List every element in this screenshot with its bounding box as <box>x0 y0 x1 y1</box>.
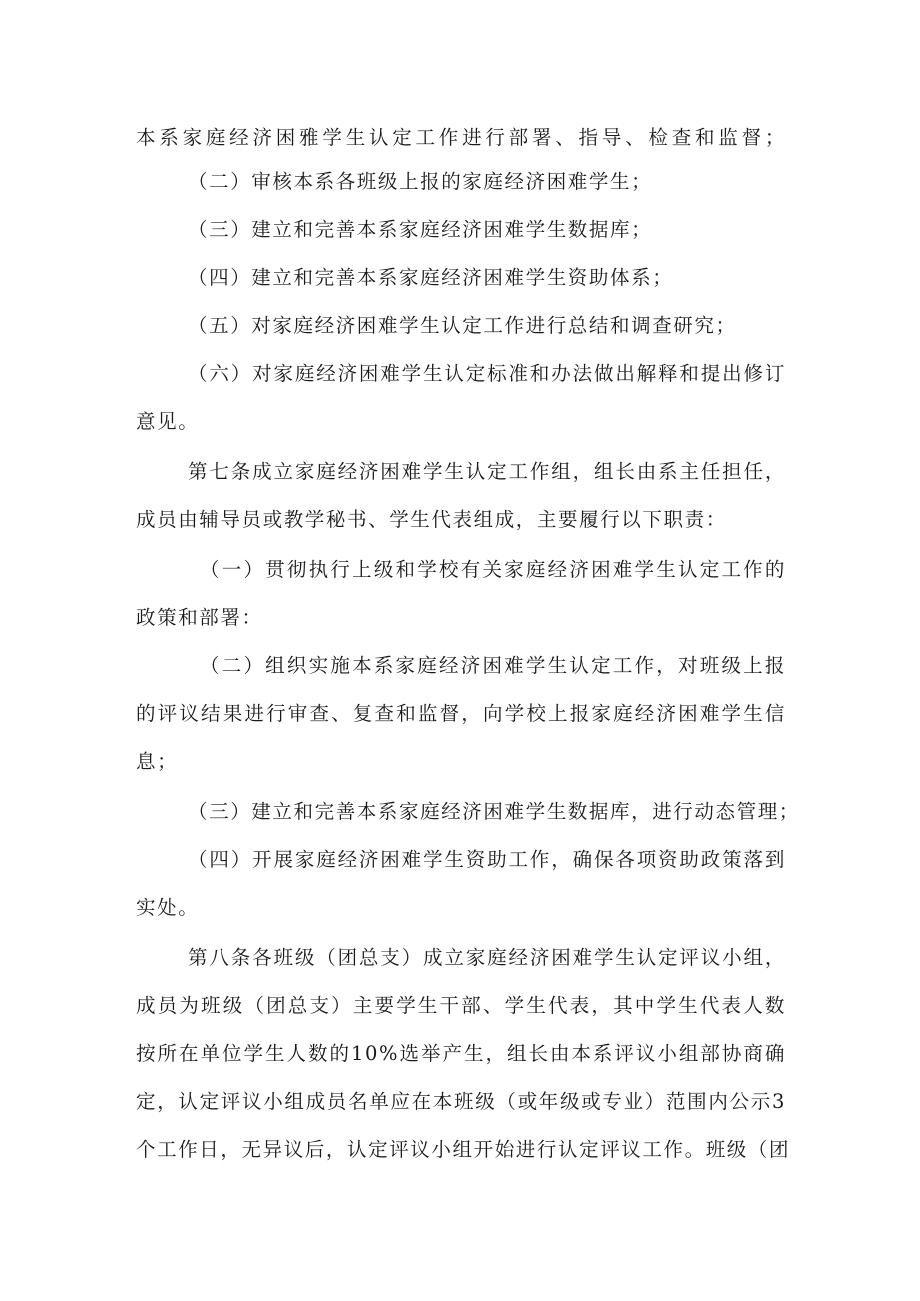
text-line-10: （一）贯彻执行上级和学校有关家庭经济困难学生认定工作的 <box>200 558 786 581</box>
text-line-5: （五）对家庭经济困难学生认定工作进行总结和调查研究； <box>188 314 737 337</box>
text-line-16: （四）开展家庭经济困难学生资助工作，确保各项资助政策落到 <box>188 848 786 871</box>
text-line-3: （三）建立和完善本系家庭经济困难学生数据库； <box>188 218 653 241</box>
text-line-1: 本系家庭经济困雅学生认定工作进行部署、指导、检查和监督； <box>136 126 786 149</box>
text-line-4: （四）建立和完善本系家庭经济困难学生资助体系； <box>188 266 674 289</box>
text-line-13: 的评议结果进行审查、复查和监督，向学校上报家庭经济困难学生信 <box>136 702 786 725</box>
text-line-2: （二）审核本系各班级上报的家庭经济困难学生； <box>188 170 653 193</box>
text-line-11: 政策和部署： <box>136 606 263 629</box>
text-line-12: （二）组织实施本系家庭经济困难学生认定工作，对班级上报 <box>200 654 786 677</box>
text-line-14: 息； <box>136 750 179 773</box>
text-line-21: 定，认定评议小组成员名单应在本班级（或年级或专业）范围内公示3 <box>136 1090 786 1113</box>
text-line-19: 成员为班级（团总支）主要学生干部、学生代表，其中学生代表人数 <box>136 994 786 1017</box>
text-line-20: 按所在单位学生人数的10%选举产生，组长由本系评议小组部协商确 <box>136 1042 786 1065</box>
text-line-7: 意见。 <box>136 410 200 433</box>
text-line-18: 第八条各班级（团总支）成立家庭经济困难学生认定评议小组， <box>188 946 786 969</box>
text-line-22: 个工作日，无异议后，认定评议小组开始进行认定评议工作。班级（团 <box>136 1138 791 1161</box>
text-line-15: （三）建立和完善本系家庭经济困难学生数据库，进行动态管理； <box>188 800 800 823</box>
text-line-17: 实处。 <box>136 896 200 919</box>
text-line-6: （六）对家庭经济困难学生认定标准和办法做出解释和提出修订 <box>188 362 786 385</box>
text-line-9: 成员由辅导员或教学秘书、学生代表组成，主要履行以下职责： <box>136 508 727 531</box>
text-line-8: 第七条成立家庭经济困难学生认定工作组，组长由系主任担任， <box>188 460 786 483</box>
